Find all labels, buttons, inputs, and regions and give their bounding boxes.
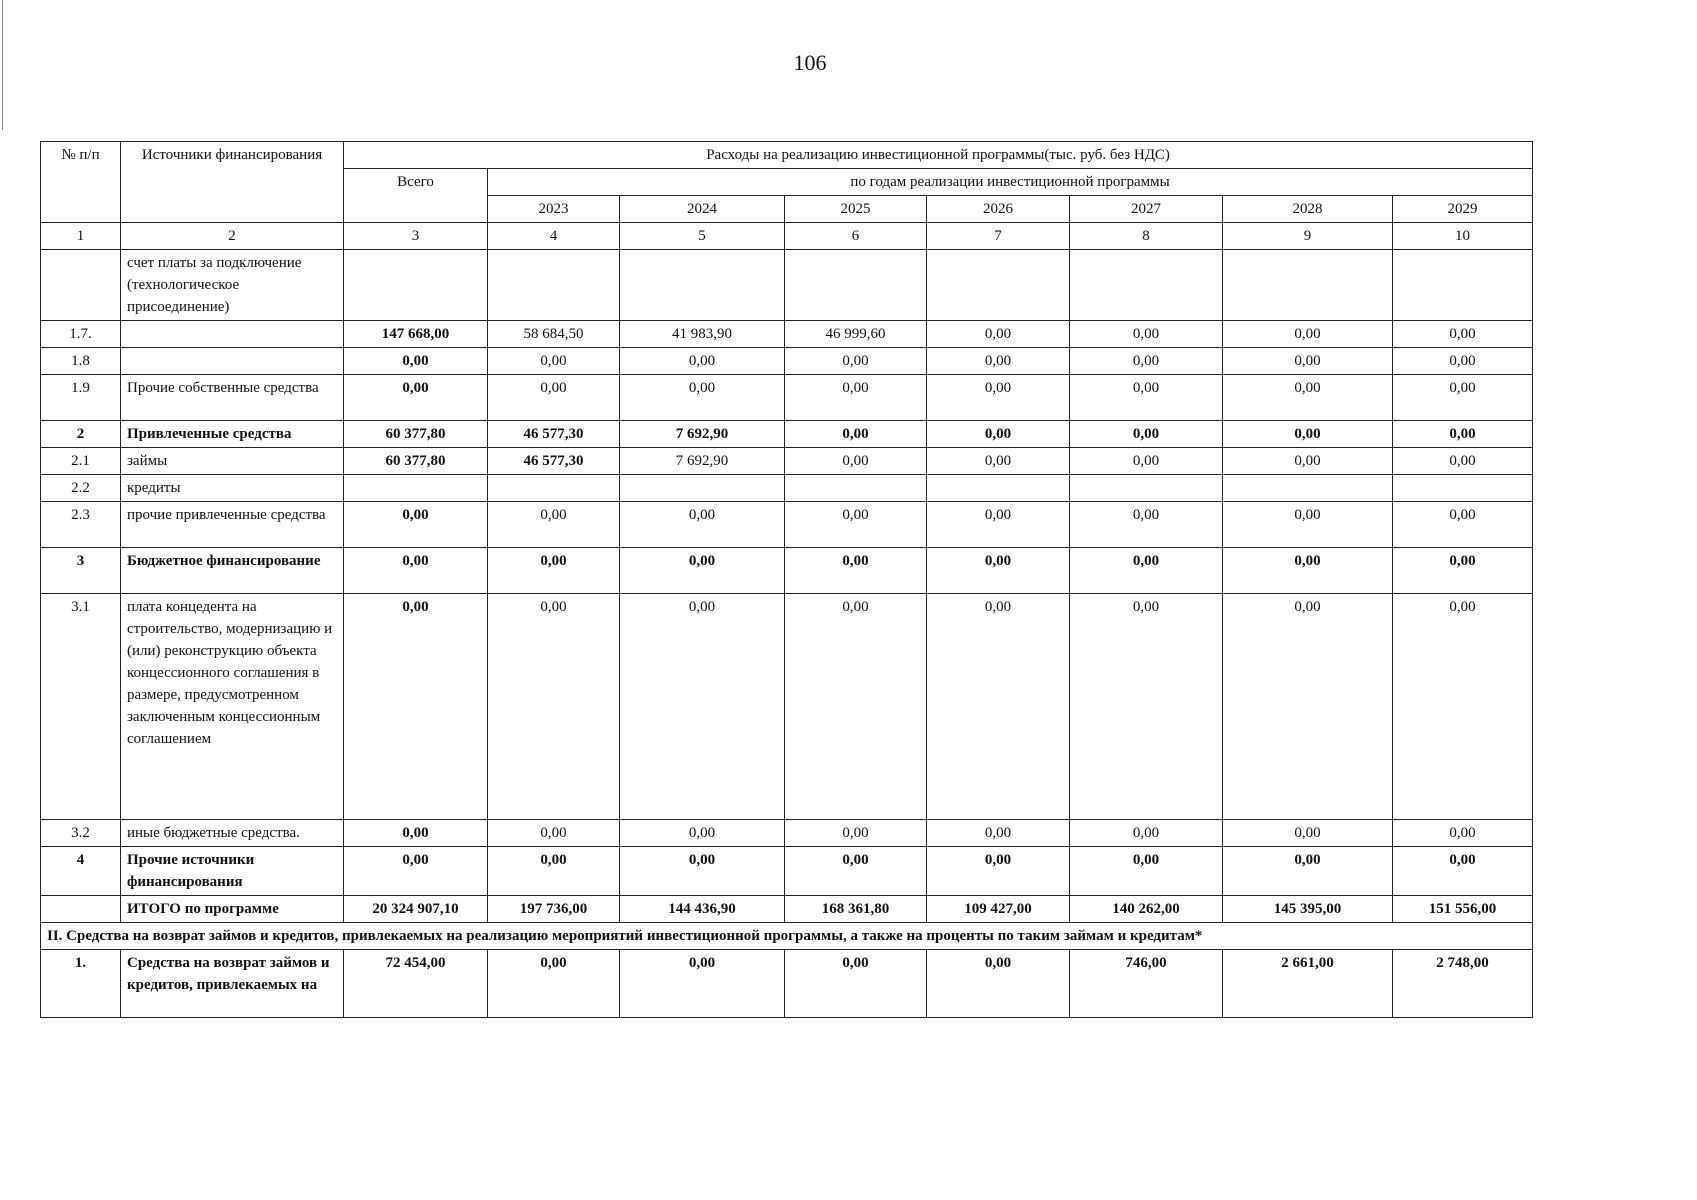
row-value: 20 324 907,10 — [344, 896, 488, 923]
row-value: 0,00 — [927, 594, 1070, 820]
row-source: Бюджетное финансирование — [121, 548, 344, 594]
row-value: 0,00 — [620, 594, 785, 820]
row-num: 1.7. — [41, 321, 121, 348]
row-source: иные бюджетные средства. — [121, 820, 344, 847]
row-value — [488, 475, 620, 502]
row-value: 746,00 — [1070, 950, 1223, 1018]
row-value: 46 577,30 — [488, 421, 620, 448]
table-row — [41, 820, 1533, 847]
row-value: 46 577,30 — [488, 448, 620, 475]
header-year: 2023 — [488, 196, 620, 223]
row-value: 0,00 — [1393, 847, 1533, 896]
table-row — [41, 502, 1533, 548]
header-total: Всего — [344, 169, 488, 223]
row-value: 0,00 — [1223, 594, 1393, 820]
header-year: 2027 — [1070, 196, 1223, 223]
row-value: 72 454,00 — [344, 950, 488, 1018]
row-value: 0,00 — [785, 502, 927, 548]
row-num: 4 — [41, 847, 121, 896]
row-value — [1070, 475, 1223, 502]
row-value — [344, 250, 488, 321]
table-row — [41, 375, 1533, 421]
row-value: 0,00 — [927, 950, 1070, 1018]
row-value: 58 684,50 — [488, 321, 620, 348]
row-value: 2 748,00 — [1393, 950, 1533, 1018]
table-row — [41, 250, 1533, 321]
row-value — [1070, 250, 1223, 321]
table-row — [41, 847, 1533, 896]
header-years-title: по годам реализации инвестиционной программы — [488, 169, 1533, 196]
row-num: 1.9 — [41, 375, 121, 421]
row-value: 0,00 — [1070, 594, 1223, 820]
row-value: 0,00 — [1223, 375, 1393, 421]
row-value: 168 361,80 — [785, 896, 927, 923]
row-source: Прочие источники финансирования — [121, 847, 344, 896]
row-value: 0,00 — [927, 548, 1070, 594]
column-index: 5 — [620, 223, 785, 250]
row-source: плата концедента на строительство, модернизацию и (или) реконструкцию объекта концессионного соглашения в размере, предусмотренном заключенным концессионным соглашением — [121, 594, 344, 820]
page-number: 106 — [793, 50, 827, 75]
row-value: 0,00 — [785, 421, 927, 448]
row-value: 0,00 — [1070, 820, 1223, 847]
row-value: 0,00 — [1393, 448, 1533, 475]
row-source: Прочие собственные средства — [121, 375, 344, 421]
table-row — [41, 448, 1533, 475]
table-row — [41, 321, 1533, 348]
row-value: 0,00 — [620, 375, 785, 421]
row-value: 0,00 — [1070, 321, 1223, 348]
row-value: 109 427,00 — [927, 896, 1070, 923]
row-num: 2 — [41, 421, 121, 448]
row-value: 0,00 — [488, 820, 620, 847]
row-value: 0,00 — [488, 548, 620, 594]
row-value: 0,00 — [927, 348, 1070, 375]
row-value: 151 556,00 — [1393, 896, 1533, 923]
row-value — [1223, 475, 1393, 502]
row-value: 0,00 — [927, 502, 1070, 548]
row-source — [121, 321, 344, 348]
row-num: 1. — [41, 950, 121, 1018]
row-source: займы — [121, 448, 344, 475]
row-value: 0,00 — [1223, 548, 1393, 594]
row-num: 3.1 — [41, 594, 121, 820]
header-group-title: Расходы на реализацию инвестиционной программы(тыс. руб. без НДС) — [344, 142, 1533, 169]
row-value — [1393, 250, 1533, 321]
row-value: 0,00 — [620, 502, 785, 548]
row-value: 0,00 — [344, 594, 488, 820]
row-value: 0,00 — [1070, 502, 1223, 548]
row-value: 140 262,00 — [1070, 896, 1223, 923]
column-index: 7 — [927, 223, 1070, 250]
header-num: № п/п — [41, 142, 121, 223]
row-value: 0,00 — [785, 375, 927, 421]
row-value — [1223, 250, 1393, 321]
row-num — [41, 250, 121, 321]
row-value — [785, 475, 927, 502]
header-year: 2024 — [620, 196, 785, 223]
row-value: 0,00 — [1223, 321, 1393, 348]
row-value — [927, 475, 1070, 502]
row-value: 0,00 — [927, 321, 1070, 348]
row-source: счет платы за подключение (технологическое присоединение) — [121, 250, 344, 321]
column-index: 3 — [344, 223, 488, 250]
row-value: 0,00 — [344, 502, 488, 548]
row-value: 0,00 — [1070, 448, 1223, 475]
row-value: 0,00 — [344, 820, 488, 847]
row-value: 0,00 — [785, 548, 927, 594]
row-value: 0,00 — [1393, 321, 1533, 348]
row-value: 0,00 — [1393, 594, 1533, 820]
row-value: 0,00 — [1070, 421, 1223, 448]
column-index: 2 — [121, 223, 344, 250]
row-source: Привлеченные средства — [121, 421, 344, 448]
row-value: 0,00 — [1070, 847, 1223, 896]
row-value: 0,00 — [785, 448, 927, 475]
row-value: 144 436,90 — [620, 896, 785, 923]
row-value: 0,00 — [927, 847, 1070, 896]
header-sources: Источники финансирования — [121, 142, 344, 223]
row-value: 46 999,60 — [785, 321, 927, 348]
column-index-row — [41, 223, 1533, 250]
row-value: 197 736,00 — [488, 896, 620, 923]
header-year: 2025 — [785, 196, 927, 223]
row-value: 0,00 — [488, 348, 620, 375]
row-value: 60 377,80 — [344, 421, 488, 448]
row-value: 41 983,90 — [620, 321, 785, 348]
row-value: 2 661,00 — [1223, 950, 1393, 1018]
row-num: 2.1 — [41, 448, 121, 475]
row-value: 0,00 — [344, 375, 488, 421]
row-value: 0,00 — [927, 448, 1070, 475]
row-value: 0,00 — [488, 847, 620, 896]
table-row — [41, 421, 1533, 448]
row-value: 0,00 — [488, 375, 620, 421]
row-value: 0,00 — [1393, 348, 1533, 375]
row-value: 0,00 — [1393, 820, 1533, 847]
header-year: 2029 — [1393, 196, 1533, 223]
row-value: 60 377,80 — [344, 448, 488, 475]
row-value: 0,00 — [1393, 421, 1533, 448]
row-value — [785, 250, 927, 321]
row-value: 7 692,90 — [620, 448, 785, 475]
row-source: ИТОГО по программе — [121, 896, 344, 923]
row-value: 0,00 — [344, 548, 488, 594]
row-value: 0,00 — [785, 950, 927, 1018]
row-num — [41, 896, 121, 923]
row-source: прочие привлеченные средства — [121, 502, 344, 548]
table-row — [41, 548, 1533, 594]
column-index: 8 — [1070, 223, 1223, 250]
header-year: 2028 — [1223, 196, 1393, 223]
row-value: 0,00 — [488, 950, 620, 1018]
row-value: 0,00 — [1223, 348, 1393, 375]
row-value — [927, 250, 1070, 321]
table-row — [41, 348, 1533, 375]
row-value: 145 395,00 — [1223, 896, 1393, 923]
column-index: 4 — [488, 223, 620, 250]
row-value: 0,00 — [927, 421, 1070, 448]
section-ii-title: II. Средства на возврат займов и кредитов, привлекаемых на реализацию мероприятий инвестиционной программы, а также на проценты по таким займам и кредитам* — [41, 923, 1533, 950]
row-value: 0,00 — [785, 348, 927, 375]
row-value: 0,00 — [620, 548, 785, 594]
row-value: 7 692,90 — [620, 421, 785, 448]
row-value: 0,00 — [1070, 375, 1223, 421]
row-value: 0,00 — [344, 348, 488, 375]
row-value: 0,00 — [1393, 548, 1533, 594]
row-value: 0,00 — [344, 847, 488, 896]
row-value: 0,00 — [927, 375, 1070, 421]
table-row — [41, 950, 1533, 1018]
table-row — [41, 896, 1533, 923]
row-value: 0,00 — [785, 594, 927, 820]
row-value: 0,00 — [927, 820, 1070, 847]
row-value: 0,00 — [1393, 375, 1533, 421]
row-num: 2.2 — [41, 475, 121, 502]
row-value: 0,00 — [620, 847, 785, 896]
row-value: 0,00 — [488, 502, 620, 548]
row-value: 0,00 — [785, 820, 927, 847]
row-value: 0,00 — [620, 820, 785, 847]
row-value — [488, 250, 620, 321]
row-source: Средства на возврат займов и кредитов, привлекаемых на — [121, 950, 344, 1018]
header-year: 2026 — [927, 196, 1070, 223]
row-value: 0,00 — [1070, 348, 1223, 375]
table-row — [41, 475, 1533, 502]
row-source: кредиты — [121, 475, 344, 502]
row-value: 0,00 — [1223, 847, 1393, 896]
table-row — [41, 594, 1533, 820]
row-value — [1393, 475, 1533, 502]
row-value — [620, 475, 785, 502]
row-value: 0,00 — [785, 847, 927, 896]
column-index: 10 — [1393, 223, 1533, 250]
row-value: 0,00 — [1070, 548, 1223, 594]
row-value: 0,00 — [620, 348, 785, 375]
row-value: 0,00 — [1223, 502, 1393, 548]
row-value — [344, 475, 488, 502]
financing-table — [40, 141, 1533, 1018]
column-index: 6 — [785, 223, 927, 250]
row-num: 3 — [41, 548, 121, 594]
row-source — [121, 348, 344, 375]
row-value: 0,00 — [1223, 421, 1393, 448]
row-value: 0,00 — [488, 594, 620, 820]
row-value: 0,00 — [1393, 502, 1533, 548]
row-num: 2.3 — [41, 502, 121, 548]
row-num: 3.2 — [41, 820, 121, 847]
row-value: 0,00 — [620, 950, 785, 1018]
column-index: 9 — [1223, 223, 1393, 250]
row-num: 1.8 — [41, 348, 121, 375]
row-value: 147 668,00 — [344, 321, 488, 348]
row-value — [620, 250, 785, 321]
column-index: 1 — [41, 223, 121, 250]
row-value: 0,00 — [1223, 448, 1393, 475]
row-value: 0,00 — [1223, 820, 1393, 847]
